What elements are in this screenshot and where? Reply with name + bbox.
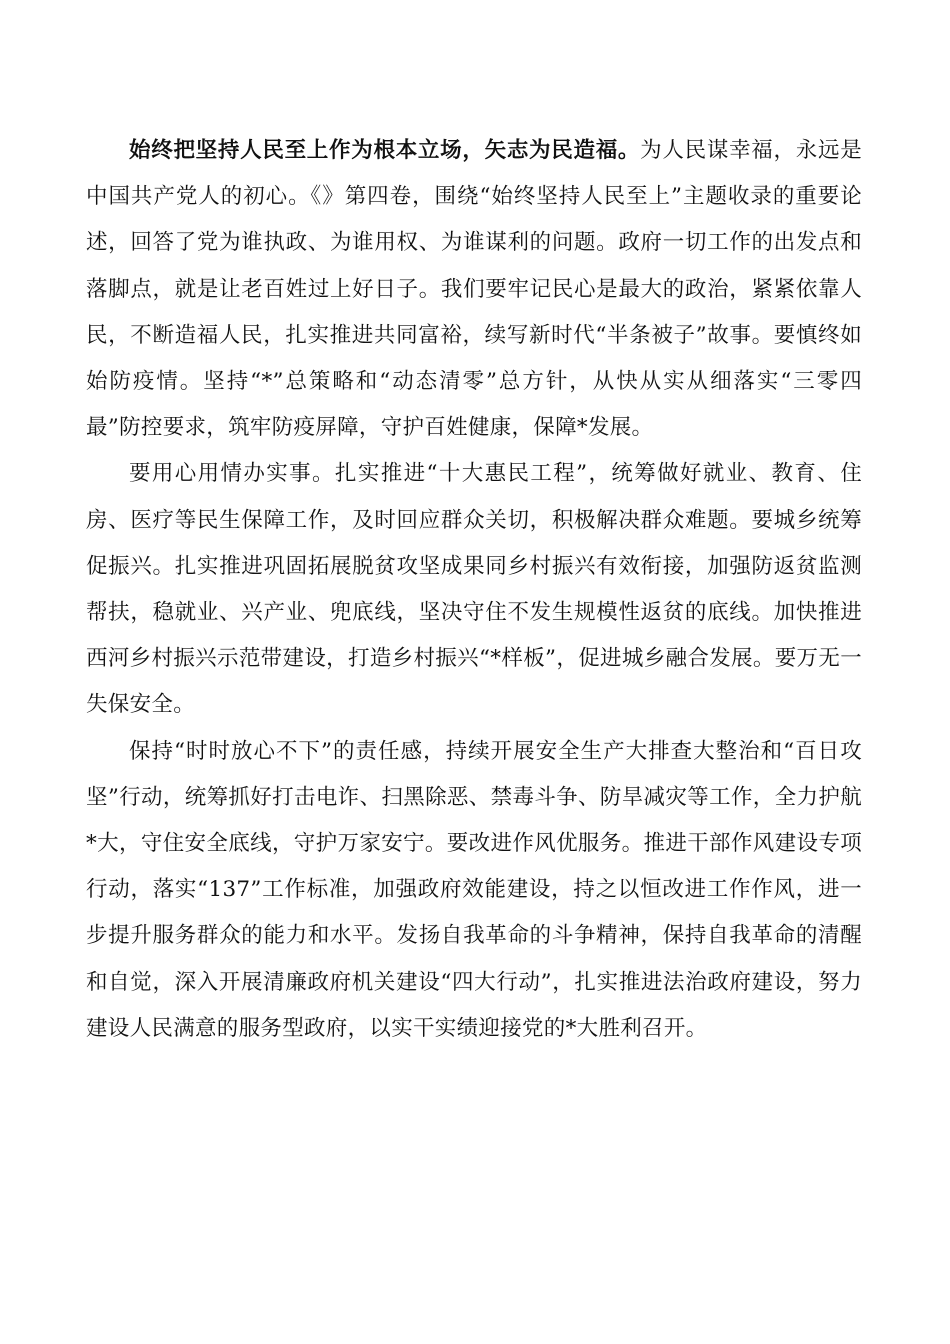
paragraph-2-text: 要用心用情办实事。扎实推进“十大惠民工程”，统筹做好就业、教育、住房、医疗等民生保障工作，及时回应群众关切，积极解决群众难题。要城乡统筹促振兴。扎实推进巩固拓展脱贫攻坚成果同乡村振兴有效衔接，加强防返贫监测帮扶，稳就业、兴产业、兜底线，坚决守住不发生规模性返贫的底线。加快推进西河乡村振兴示范带建设，打造乡村振兴“*样板”，促进城乡融合发展。要万无一失保安全。 [86, 461, 862, 718]
paragraph-2 [86, 451, 862, 728]
paragraph-1 [86, 128, 862, 451]
paragraph-3 [86, 729, 862, 1052]
paragraph-3-text: 保持“时时放心不下”的责任感，持续开展安全生产大排查大整治和“百日攻坚”行动，统筹抓好打击电诈、扫黑除恶、禁毒斗争、防旱减灾等工作，全力护航*大，守住安全底线，守护万家安宁。要改进作风优服务。推进干部作风建设专项行动，落实“137”工作标准，加强政府效能建设，持之以恒改进工作作风，进一步提升服务群众的能力和水平。发扬自我革命的斗争精神，保持自我革命的清醒和自觉，深入开展清廉政府机关建设“四大行动”，扎实推进法治政府建设，努力建设人民满意的服务型政府，以实干实绩迎接党的*大胜利召开。 [86, 738, 862, 1041]
paragraph-1-text: 为人民谋幸福，永远是中国共产党人的初心。《》第四卷，围绕“始终坚持人民至上”主题收录的重要论述，回答了党为谁执政、为谁用权、为谁谋利的问题。政府一切工作的出发点和落脚点，就是让老百姓过上好日子。我们要牢记民心是最大的政治，紧紧依靠人民，不断造福人民，扎实推进共同富裕，续写新时代“半条被子”故事。要慎终如始防疫情。坚持“*”总策略和“动态清零”总方针，从快从实从细落实“三零四最”防控要求，筑牢防疫屏障，守护百姓健康，保障*发展。 [86, 138, 862, 441]
document-body [86, 128, 862, 1052]
paragraph-1-lead: 始终把坚持人民至上作为根本立场，矢志为民造福。 [129, 138, 641, 163]
